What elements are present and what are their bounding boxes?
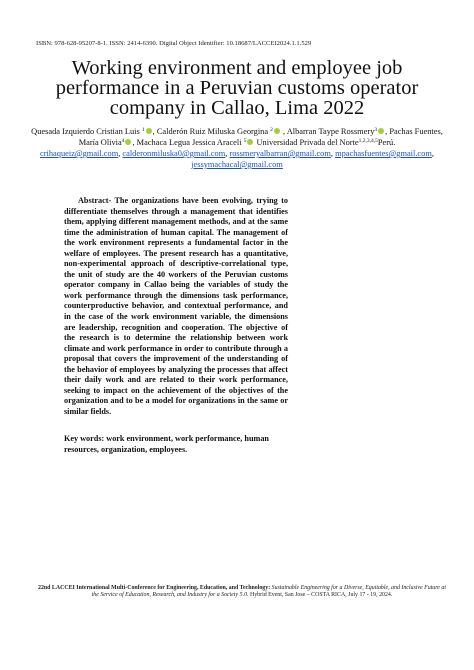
author-3: , Albarran Taype Rossmery	[280, 127, 375, 136]
footer-conference-name: 22nd LACCEI International Multi-Conference for Engineering, Education, and Technology:	[38, 585, 271, 591]
author-4-name: María Olivia	[78, 138, 122, 147]
orcid-icon[interactable]	[274, 128, 280, 134]
author-4-sup: 4	[121, 138, 125, 144]
affiliation: Universidad Privada del Norte	[254, 138, 359, 147]
orcid-icon[interactable]	[125, 139, 131, 145]
author-5-sup: 5	[243, 138, 247, 144]
email-sep-4: ,	[431, 149, 434, 158]
title-line-1: Working environment and employee job	[71, 57, 403, 79]
email-sep-2: ,	[225, 149, 230, 158]
author-1: Quesada Izquierdo Cristian Luis	[31, 127, 142, 136]
orcid-icon[interactable]	[247, 139, 253, 145]
email-link-4[interactable]: mpachasfuentes@gmail.com	[335, 149, 432, 158]
affiliation-sup: 1,2,3,4,5	[358, 138, 378, 144]
keywords: Key words: work environment, work performance, human resources, organization, employees.	[64, 434, 269, 454]
author-3-sup: 3	[374, 127, 378, 133]
footer-theme: Sustainable Engineering for a Diverse, Equitable, and Inclusive Future at the Service of Education, Research, and Industry for a Society 5.0.	[91, 585, 446, 599]
isbn-line: ISBN: 978-628-95207-8-1. ISSN: 2414-6390. Digital Object Identifier: 10.18687/LACCEI2024.1.1.529	[36, 40, 312, 47]
author-4: , Pachas Fuentes,	[385, 127, 443, 136]
email-link-2[interactable]: calderonmiluska0@gmail.com	[122, 149, 226, 158]
orcid-icon[interactable]	[378, 128, 384, 134]
orcid-icon[interactable]	[146, 128, 152, 134]
conference-footer	[36, 585, 448, 600]
email-link-3[interactable]: rossmeryalbarran@gmail.com	[229, 149, 331, 158]
authors-line-1	[28, 126, 446, 137]
abstract-text: Abstract- The organizations have been evolving, trying to differentiate themselves through a management that identifies them, applying different management methods, and at the same time the administration of human capital. The management of the work environment represents a fundamental factor in the welfare of employees. The present research has a quantitative, non-experimental approach of descriptive-correlational type, the unit of study are the 40 workers of the Peruvian customs operator company in Callao being the variables of study the work performance through the dimensions task performance, counterproductive behavior, and contextual performance, and in the case of the work environment variable, the dimensions are leadership, recognition and cooperation. The objective of the research is to determine the relationship between work climate and work performance in order to contribute through a proposal that covers the improvement of the understanding of the behavior of employees by analyzing the processes that affect their daily work and are related to their work performance, seeking to impact on the achievement of the objectives of the organization and to be a model for organizations in the same or similar fields.	[64, 196, 288, 416]
email-sep-3: ,	[330, 149, 336, 158]
email-link-1[interactable]: crihaqueiz@gmail.com	[40, 149, 119, 158]
author-block	[28, 126, 446, 170]
emails-line-1	[28, 148, 446, 159]
author-1-sup: 1	[141, 127, 145, 133]
authors-line-2	[28, 137, 446, 148]
title-line-3: company in Callao, Lima 2022	[109, 97, 365, 119]
author-2-sup: 2	[270, 127, 273, 133]
author-5: , Machaca Legua Jessica Araceli	[132, 138, 244, 147]
email-sep-1: ,	[118, 149, 123, 158]
abstract	[64, 196, 288, 417]
affiliation-country: Perú.	[377, 138, 396, 147]
paper-title	[30, 58, 444, 118]
email-link-5[interactable]: jessymachacal@gmail.com	[191, 160, 283, 169]
author-2: , Calderón Ruiz Miluska Georgina	[152, 127, 271, 136]
title-line-2: performance in a Peruvian customs operator	[55, 77, 419, 99]
emails-line-2	[28, 159, 446, 170]
footer-venue: Hybrid Event, San Jose – COSTA RICA, July 17 - 19, 2024.	[248, 592, 393, 599]
